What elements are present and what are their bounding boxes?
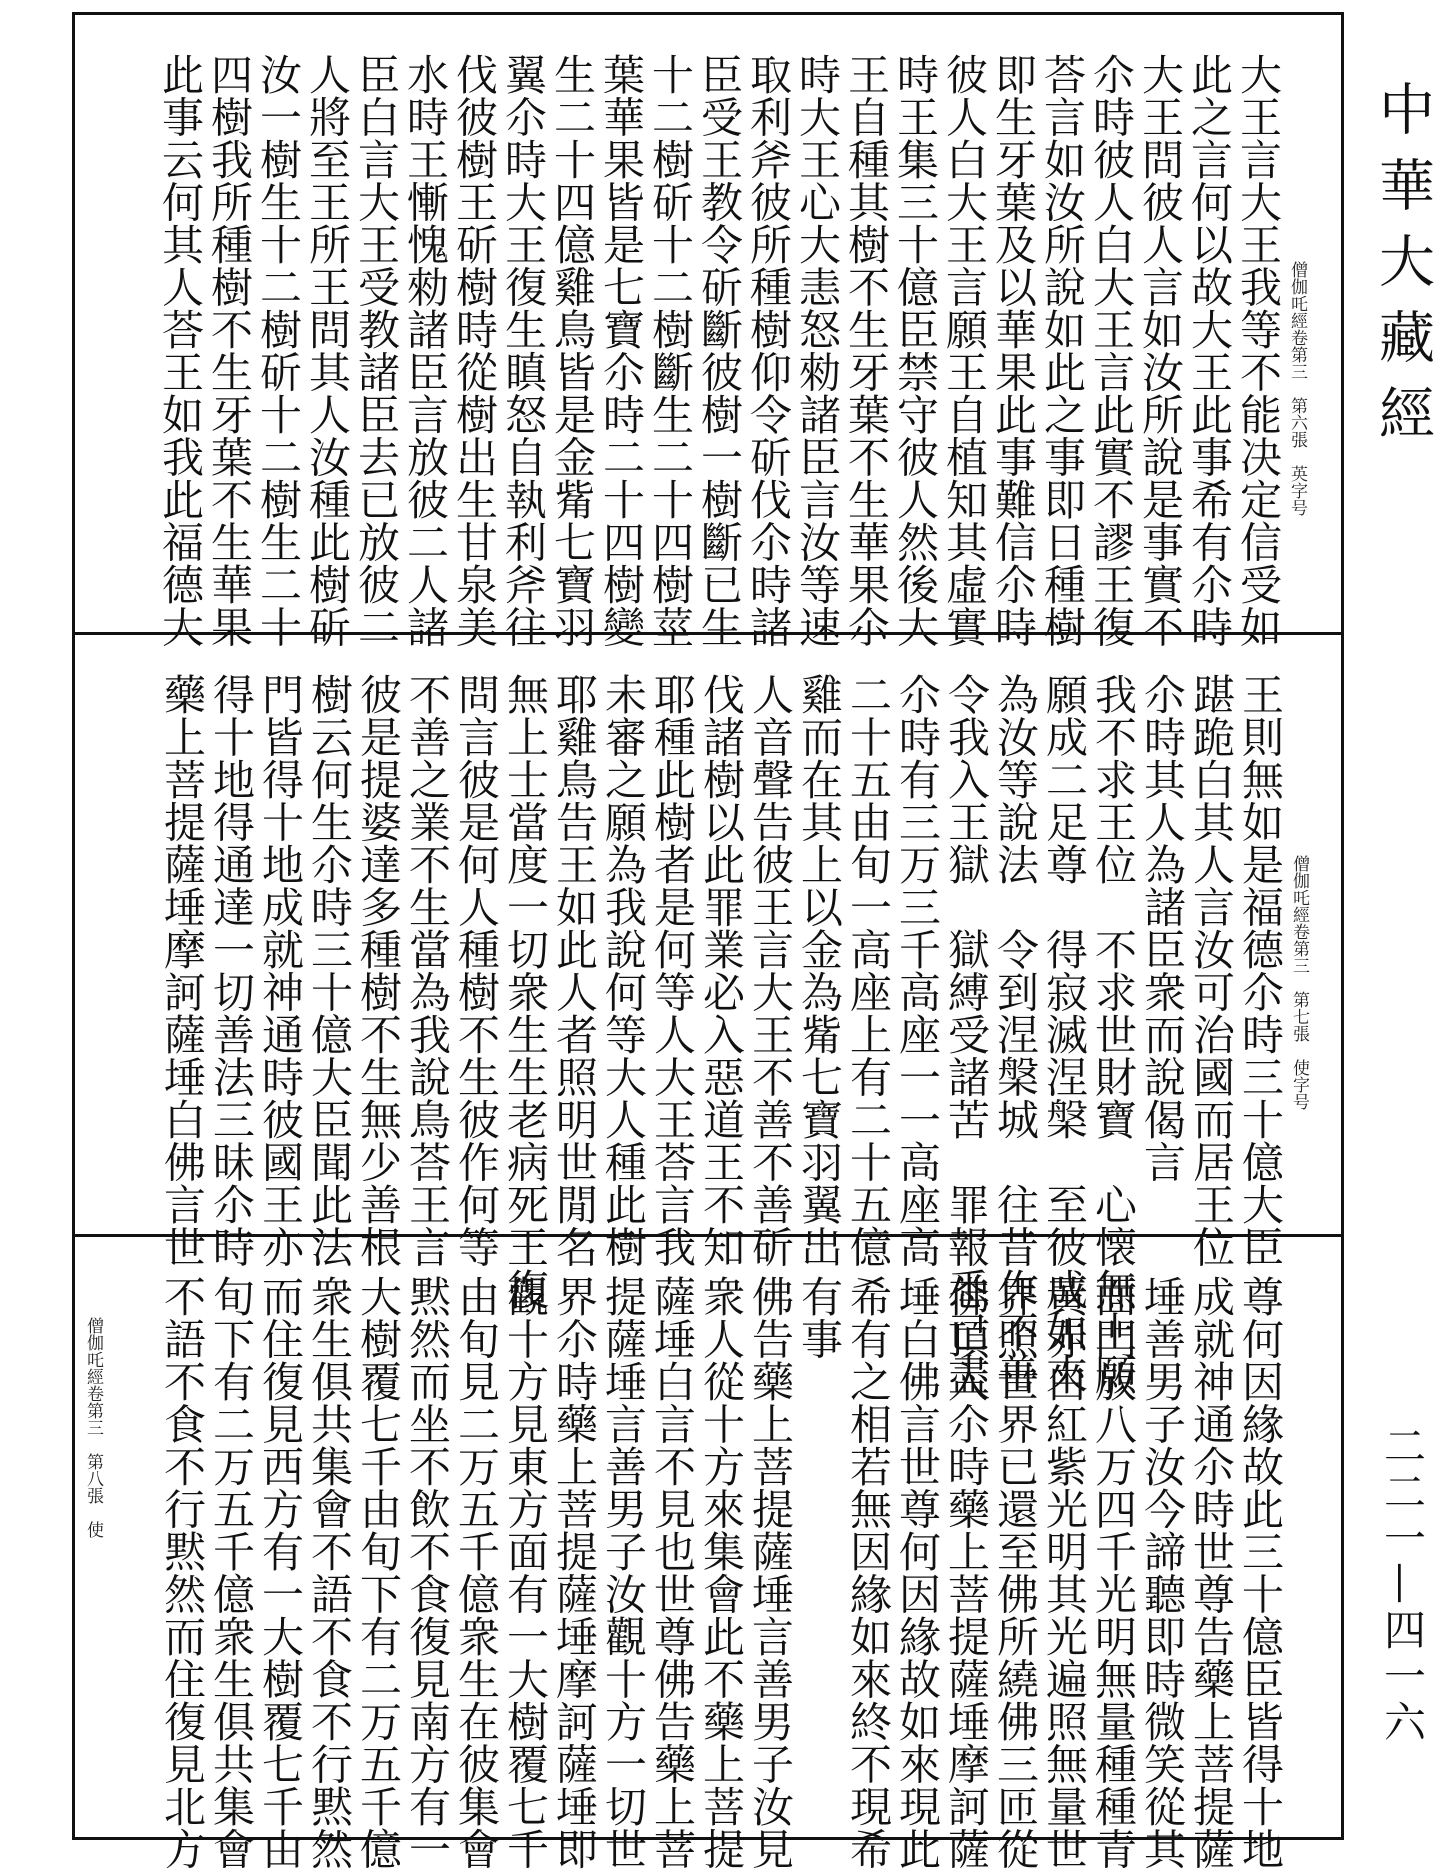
text-column: 佛告藥上菩提薩埵言善男子汝見 bbox=[746, 1275, 795, 1870]
text-column: 成就神通尒時世尊告藥上菩提薩 bbox=[1187, 1275, 1236, 1870]
canon-title: 中華大藏經 bbox=[1370, 80, 1435, 460]
text-column: 尒時有三万三千高座一一高座高 bbox=[893, 673, 942, 1268]
text-column: 彼是提婆達多種樹不生無少善根 bbox=[354, 673, 403, 1268]
text-column: 黙然而坐不飲不食復見南方有一 bbox=[403, 1275, 452, 1870]
text-column: 薩埵白言不見也世尊佛告藥上菩 bbox=[648, 1275, 697, 1870]
scripture-text-block bbox=[156, 53, 1283, 648]
text-column: 此之言何以故大王此事希有尒時 bbox=[1185, 53, 1234, 648]
text-column: 門皆得十地成就神通時彼國王亦 bbox=[256, 673, 305, 1268]
text-column: 旬下有二万五千億衆生俱共集會 bbox=[207, 1275, 256, 1870]
text-column: 樹云何生尒時三十億大臣聞此法 bbox=[305, 673, 354, 1268]
text-column: 十二樹斫十二樹斷生二十四樹莖 bbox=[646, 53, 695, 648]
panel-bottom bbox=[75, 1237, 1341, 1870]
text-column: 即生牙葉及以華果此事難信尒時 bbox=[989, 53, 1038, 648]
text-column: 人音聲告彼王言大王不善不善斫 bbox=[746, 673, 795, 1268]
text-column: 水時王慚愧勑諸臣言放彼二人諸 bbox=[401, 53, 450, 648]
text-column: 希有之相若無因緣如來終不現希 bbox=[844, 1275, 893, 1870]
text-column: 伐彼樹王斫樹時從樹出生甘泉美 bbox=[450, 53, 499, 648]
text-column: 不善之業不生當為我說鳥荅王言 bbox=[403, 673, 452, 1268]
text-column: 耶種此樹者是何等人大王荅言我 bbox=[648, 673, 697, 1268]
text-column: 時大王心大恚怒勑諸臣言汝等速 bbox=[793, 53, 842, 648]
text-column: 四樹我所種樹不生牙葉不生華果 bbox=[205, 53, 254, 648]
text-column: 彼人白大王言願王自植知其虛實 bbox=[940, 53, 989, 648]
text-column: 葉華果皆是七寶尒時二十四樹變 bbox=[597, 53, 646, 648]
text-column: 衆生俱共集會不語不食不行黙然 bbox=[305, 1275, 354, 1870]
text-column: 由旬見二万五千億衆生在彼集會 bbox=[452, 1275, 501, 1870]
text-column: 佛頂入尒時藥上菩提薩埵摩訶薩 bbox=[942, 1275, 991, 1870]
text-column: 汝一樹生十二樹斫十二樹生二十 bbox=[254, 53, 303, 648]
verse-column: 令我入王獄 獄縛受諸苦 罪報悉已盡 bbox=[942, 673, 991, 1396]
text-column: 尒時彼人白大王言此實不謬王復 bbox=[1087, 53, 1136, 648]
text-column: 得十地得通達一切善法三昧尒時 bbox=[207, 673, 256, 1268]
panel-caption: 僧伽吒經卷第三 第六張 英字号 bbox=[1287, 261, 1307, 516]
text-column: 埵善男子汝今諦聽即時微笑從其 bbox=[1138, 1275, 1187, 1870]
panel-top bbox=[75, 15, 1341, 648]
panel-caption: 僧伽吒經卷第三 第七張 使字号 bbox=[1289, 855, 1309, 1110]
text-column: 臣受王教令斫斷彼樹一樹斷已生 bbox=[695, 53, 744, 648]
text-column: 無上士當度一切衆生生老病死王復 bbox=[501, 673, 550, 1311]
verse-column: 為汝等說法 令到涅槃城 往昔作不善 bbox=[991, 673, 1040, 1396]
text-column: 面門放八万四千光明無量種種青 bbox=[1089, 1275, 1138, 1870]
text-column: 尒時其人為諸臣衆而說偈言 bbox=[1138, 673, 1187, 1183]
text-column: 不語不食不行黙然而住復見北方 bbox=[158, 1275, 207, 1870]
text-column: 伐諸樹以此罪業必入惡道王不知 bbox=[697, 673, 746, 1268]
verse-column: 願成二足尊 得寂滅涅槃 至彼成如來 bbox=[1040, 673, 1089, 1396]
scripture-text-block bbox=[158, 1275, 1285, 1870]
verse-column: 我不求王位 不求世財寶 心懐無上願 bbox=[1089, 673, 1138, 1396]
text-column: 雞而在其上以金為觜七寶羽翼出 bbox=[795, 673, 844, 1268]
text-column: 大王問彼人言如汝所說是事實不 bbox=[1136, 53, 1185, 648]
text-column: 時王集三十億臣禁守彼人然後大 bbox=[891, 53, 940, 648]
text-column: 埵白佛言世尊何因緣故如來現此 bbox=[893, 1275, 942, 1870]
text-column: 界照世界已還至佛所繞佛三匝從 bbox=[991, 1275, 1040, 1870]
text-column: 生二十四億雞鳥皆是金觜七寶羽 bbox=[548, 53, 597, 648]
page-number: 二二一—四一六 bbox=[1378, 1424, 1427, 1746]
text-column: 人將至王所王問其人汝種此樹斫 bbox=[303, 53, 352, 648]
text-column: 觀十方見東方面有一大樹覆七千 bbox=[501, 1275, 550, 1870]
text-column: 大樹覆七千由旬下有二万五千億 bbox=[354, 1275, 403, 1870]
page-frame bbox=[72, 12, 1344, 1870]
text-column: 耶雞鳥告王如此人者照明世閒名 bbox=[550, 673, 599, 1268]
text-column: 翼尒時大王復生瞋怒自執利斧往 bbox=[499, 53, 548, 648]
text-column: 此事云何其人荅王如我此福德大 bbox=[156, 53, 205, 648]
text-column: 黃赤白紅紫光明其光遍照無量世 bbox=[1040, 1275, 1089, 1870]
text-column: 臣白言大王受教諸臣去已放彼二 bbox=[352, 53, 401, 648]
text-column: 衆人從十方來集會此不藥上菩提 bbox=[697, 1275, 746, 1870]
text-column: 取利斧彼所種樹仰令斫伐尒時諸 bbox=[744, 53, 793, 648]
text-column: 踸跪白其人言汝可治國而居王位 bbox=[1187, 673, 1236, 1268]
text-column: 尊何因緣故此三十億臣皆得十地 bbox=[1236, 1275, 1285, 1870]
text-column: 二十五由旬一高座上有二十五億 bbox=[844, 673, 893, 1268]
text-column: 提薩埵言善男子汝觀十方一切世 bbox=[599, 1275, 648, 1870]
text-column: 王自種其樹不生牙葉不生華果尒 bbox=[842, 53, 891, 648]
text-column: 王則無如是福德尒時三十億大臣 bbox=[1236, 673, 1285, 1268]
text-column: 界尒時藥上菩提薩埵摩訶薩埵即 bbox=[550, 1275, 599, 1870]
text-column: 大王言大王我等不能决定信受如 bbox=[1234, 53, 1283, 648]
text-column: 而住復見西方有一大樹覆七千由 bbox=[256, 1275, 305, 1870]
text-column: 荅言如汝所說如此之事即日種樹 bbox=[1038, 53, 1087, 648]
text-column: 有事 bbox=[795, 1275, 844, 1360]
text-column: 未審之願為我說何等大人種此樹 bbox=[599, 673, 648, 1268]
text-column: 藥上菩提薩埵摩訶薩埵白佛言世 bbox=[158, 673, 207, 1268]
panel-caption: 僧伽吒經卷第三 第八張 使 bbox=[83, 1317, 103, 1538]
text-column: 問言彼是何人種樹不生彼作何等 bbox=[452, 673, 501, 1268]
